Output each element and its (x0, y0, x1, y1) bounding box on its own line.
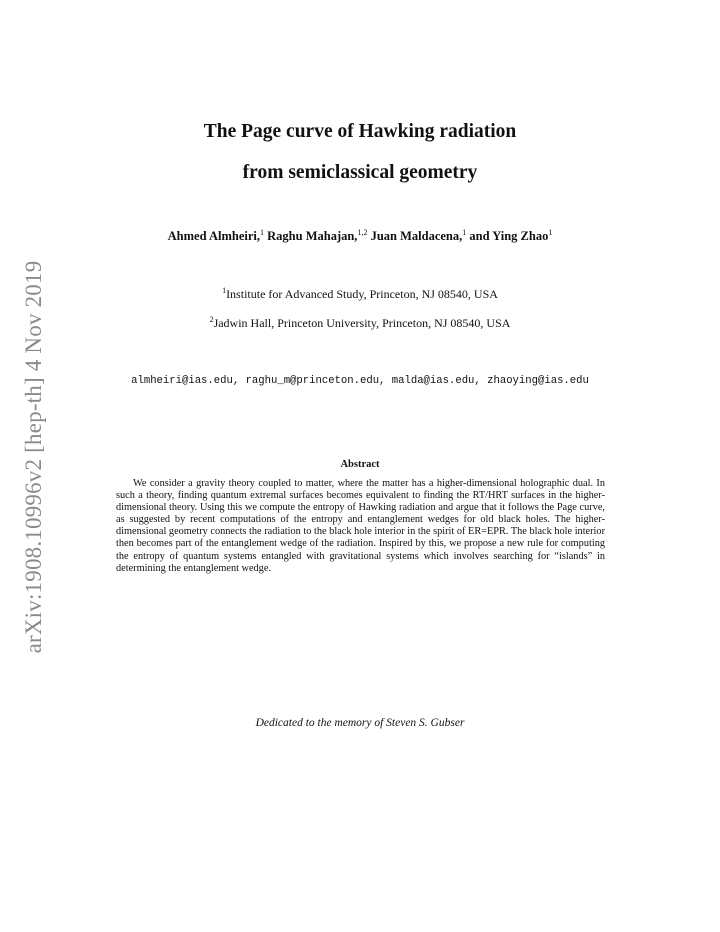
author-affil-mark: 1,2 (357, 228, 368, 237)
affiliation-mark: 2 (209, 315, 214, 324)
paper-title-line-1: The Page curve of Hawking radiation (203, 121, 517, 142)
dedication: Dedicated to the memory of Steven S. Gubser (255, 717, 465, 729)
affiliation-text: Institute for Advanced Study, Princeton, NJ 08540, USA (226, 287, 498, 301)
affiliation-2 (0, 315, 720, 331)
arxiv-identifier-stamp: arXiv:1908.10996v2 [hep-th] 4 Nov 2019 (21, 260, 46, 654)
author-name: Raghu Mahajan, (267, 229, 358, 243)
author-name: Juan Maldacena, (370, 229, 463, 243)
author-affil-mark: 1 (260, 228, 265, 237)
affiliation-text: Jadwin Hall, Princeton University, Princeton, NJ 08540, USA (213, 316, 511, 330)
author-affil-mark: 1 (462, 228, 467, 237)
author-affil-mark: 1 (548, 228, 553, 237)
author-list (0, 228, 720, 244)
author-name: Ahmed Almheiri, (167, 229, 261, 243)
affiliation-mark: 1 (222, 286, 227, 295)
abstract-heading: Abstract (340, 459, 380, 470)
author-name: and Ying Zhao (469, 229, 549, 243)
abstract-body: We consider a gravity theory coupled to matter, where the matter has a higher-dimensional holographic dual. In such a theory, finding quantum extremal surfaces becomes equivalent to finding the RT/HRT surfaces in the higher-dimensional theory. Using this we compute the entropy of Hawking radiation and argue that it follows the Page curve, as suggested by recent computations of the entropy and entanglement wedges for old black holes. The higher-dimensional geometry connects the radiation to the black hole interior in the spirit of ER=EPR. The black hole interior then becomes part of the entanglement wedge of the radiation. Inspired by this, we propose a new rule for computing the entropy of quantum systems entangled with gravitational systems which involves searching for “islands” in determining the entanglement wedge. (116, 478, 605, 574)
author-emails: almheiri@ias.edu, raghu_m@princeton.edu, malda@ias.edu, zhaoying@ias.edu (131, 375, 589, 387)
paper-title-line-2: from semiclassical geometry (242, 162, 478, 183)
affiliation-1 (0, 286, 720, 302)
